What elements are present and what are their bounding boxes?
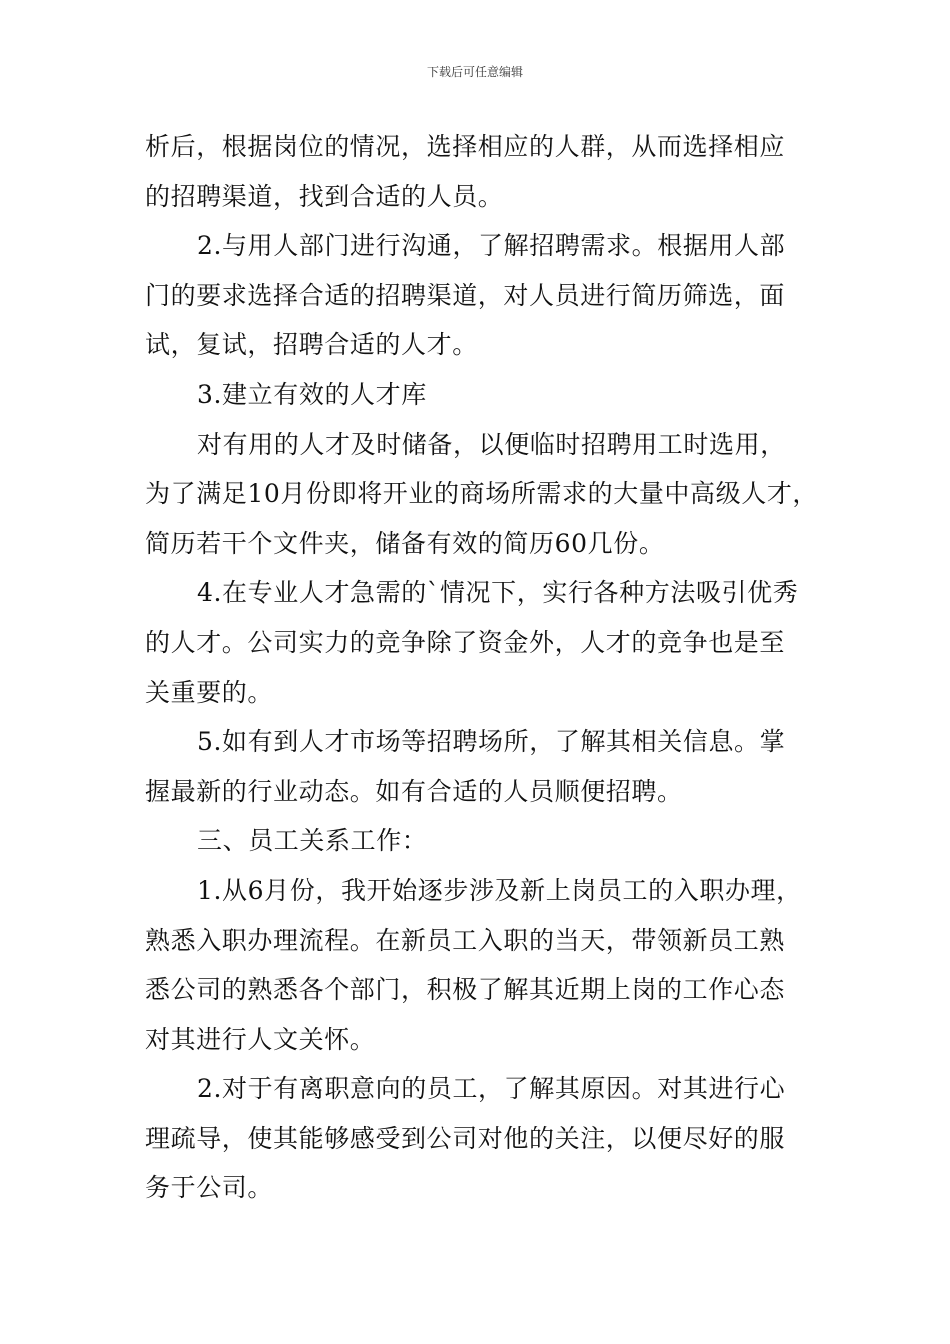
text-line: 为了满足10月份即将开业的商场所需求的大量中高级人才， <box>145 479 819 509</box>
text-line: 2.与用人部门进行沟通，了解招聘需求。根据用人部 <box>197 231 786 261</box>
text-line: 对其进行人文关怀。 <box>145 1024 376 1054</box>
text-line: 关重要的。 <box>145 677 274 707</box>
text-line: 对有用的人才及时储备，以便临时招聘用工时选用， <box>197 429 786 459</box>
text-line: 析后，根据岗位的情况，选择相应的人群，从而选择相应 <box>145 132 786 161</box>
text-line: 4.在专业人才急需的`情况下，实行各种方法吸引优秀 <box>197 578 799 608</box>
text-line: 三、员工关系工作： <box>197 826 428 856</box>
text-line: 的招聘渠道，找到合适的人员。 <box>145 181 504 211</box>
text-line: 握最新的行业动态。如有合适的人员顺便招聘。 <box>145 776 683 806</box>
text-line: 理疏导，使其能够感受到公司对他的关注，以便尽好的服 <box>145 1123 786 1153</box>
text-line: 熟悉入职办理流程。在新员工入职的当天，带领新员工熟 <box>145 925 786 955</box>
text-line: 务于公司。 <box>145 1173 274 1203</box>
text-line: 简历若干个文件夹，储备有效的简历60几份。 <box>145 528 665 558</box>
text-line: 试，复试，招聘合适的人才。 <box>145 330 478 360</box>
text-line: 1.从6月份，我开始逐步涉及新上岗员工的入职办理， <box>197 875 802 905</box>
document-body <box>145 122 819 1213</box>
text-line: 5.如有到人才市场等招聘场所，了解其相关信息。掌 <box>197 727 786 757</box>
text-line: 2.对于有离职意向的员工，了解其原因。对其进行心 <box>197 1074 786 1104</box>
text-line: 门的要求选择合适的招聘渠道，对人员进行简历筛选，面 <box>145 280 786 310</box>
page-header: 下载后可任意编辑 <box>426 65 523 79</box>
text-line: 悉公司的熟悉各个部门，积极了解其近期上岗的工作心态 <box>145 975 786 1005</box>
text-line: 的人才。公司实力的竞争除了资金外，人才的竞争也是至 <box>145 627 786 657</box>
text-line: 3.建立有效的人才库 <box>197 379 427 409</box>
